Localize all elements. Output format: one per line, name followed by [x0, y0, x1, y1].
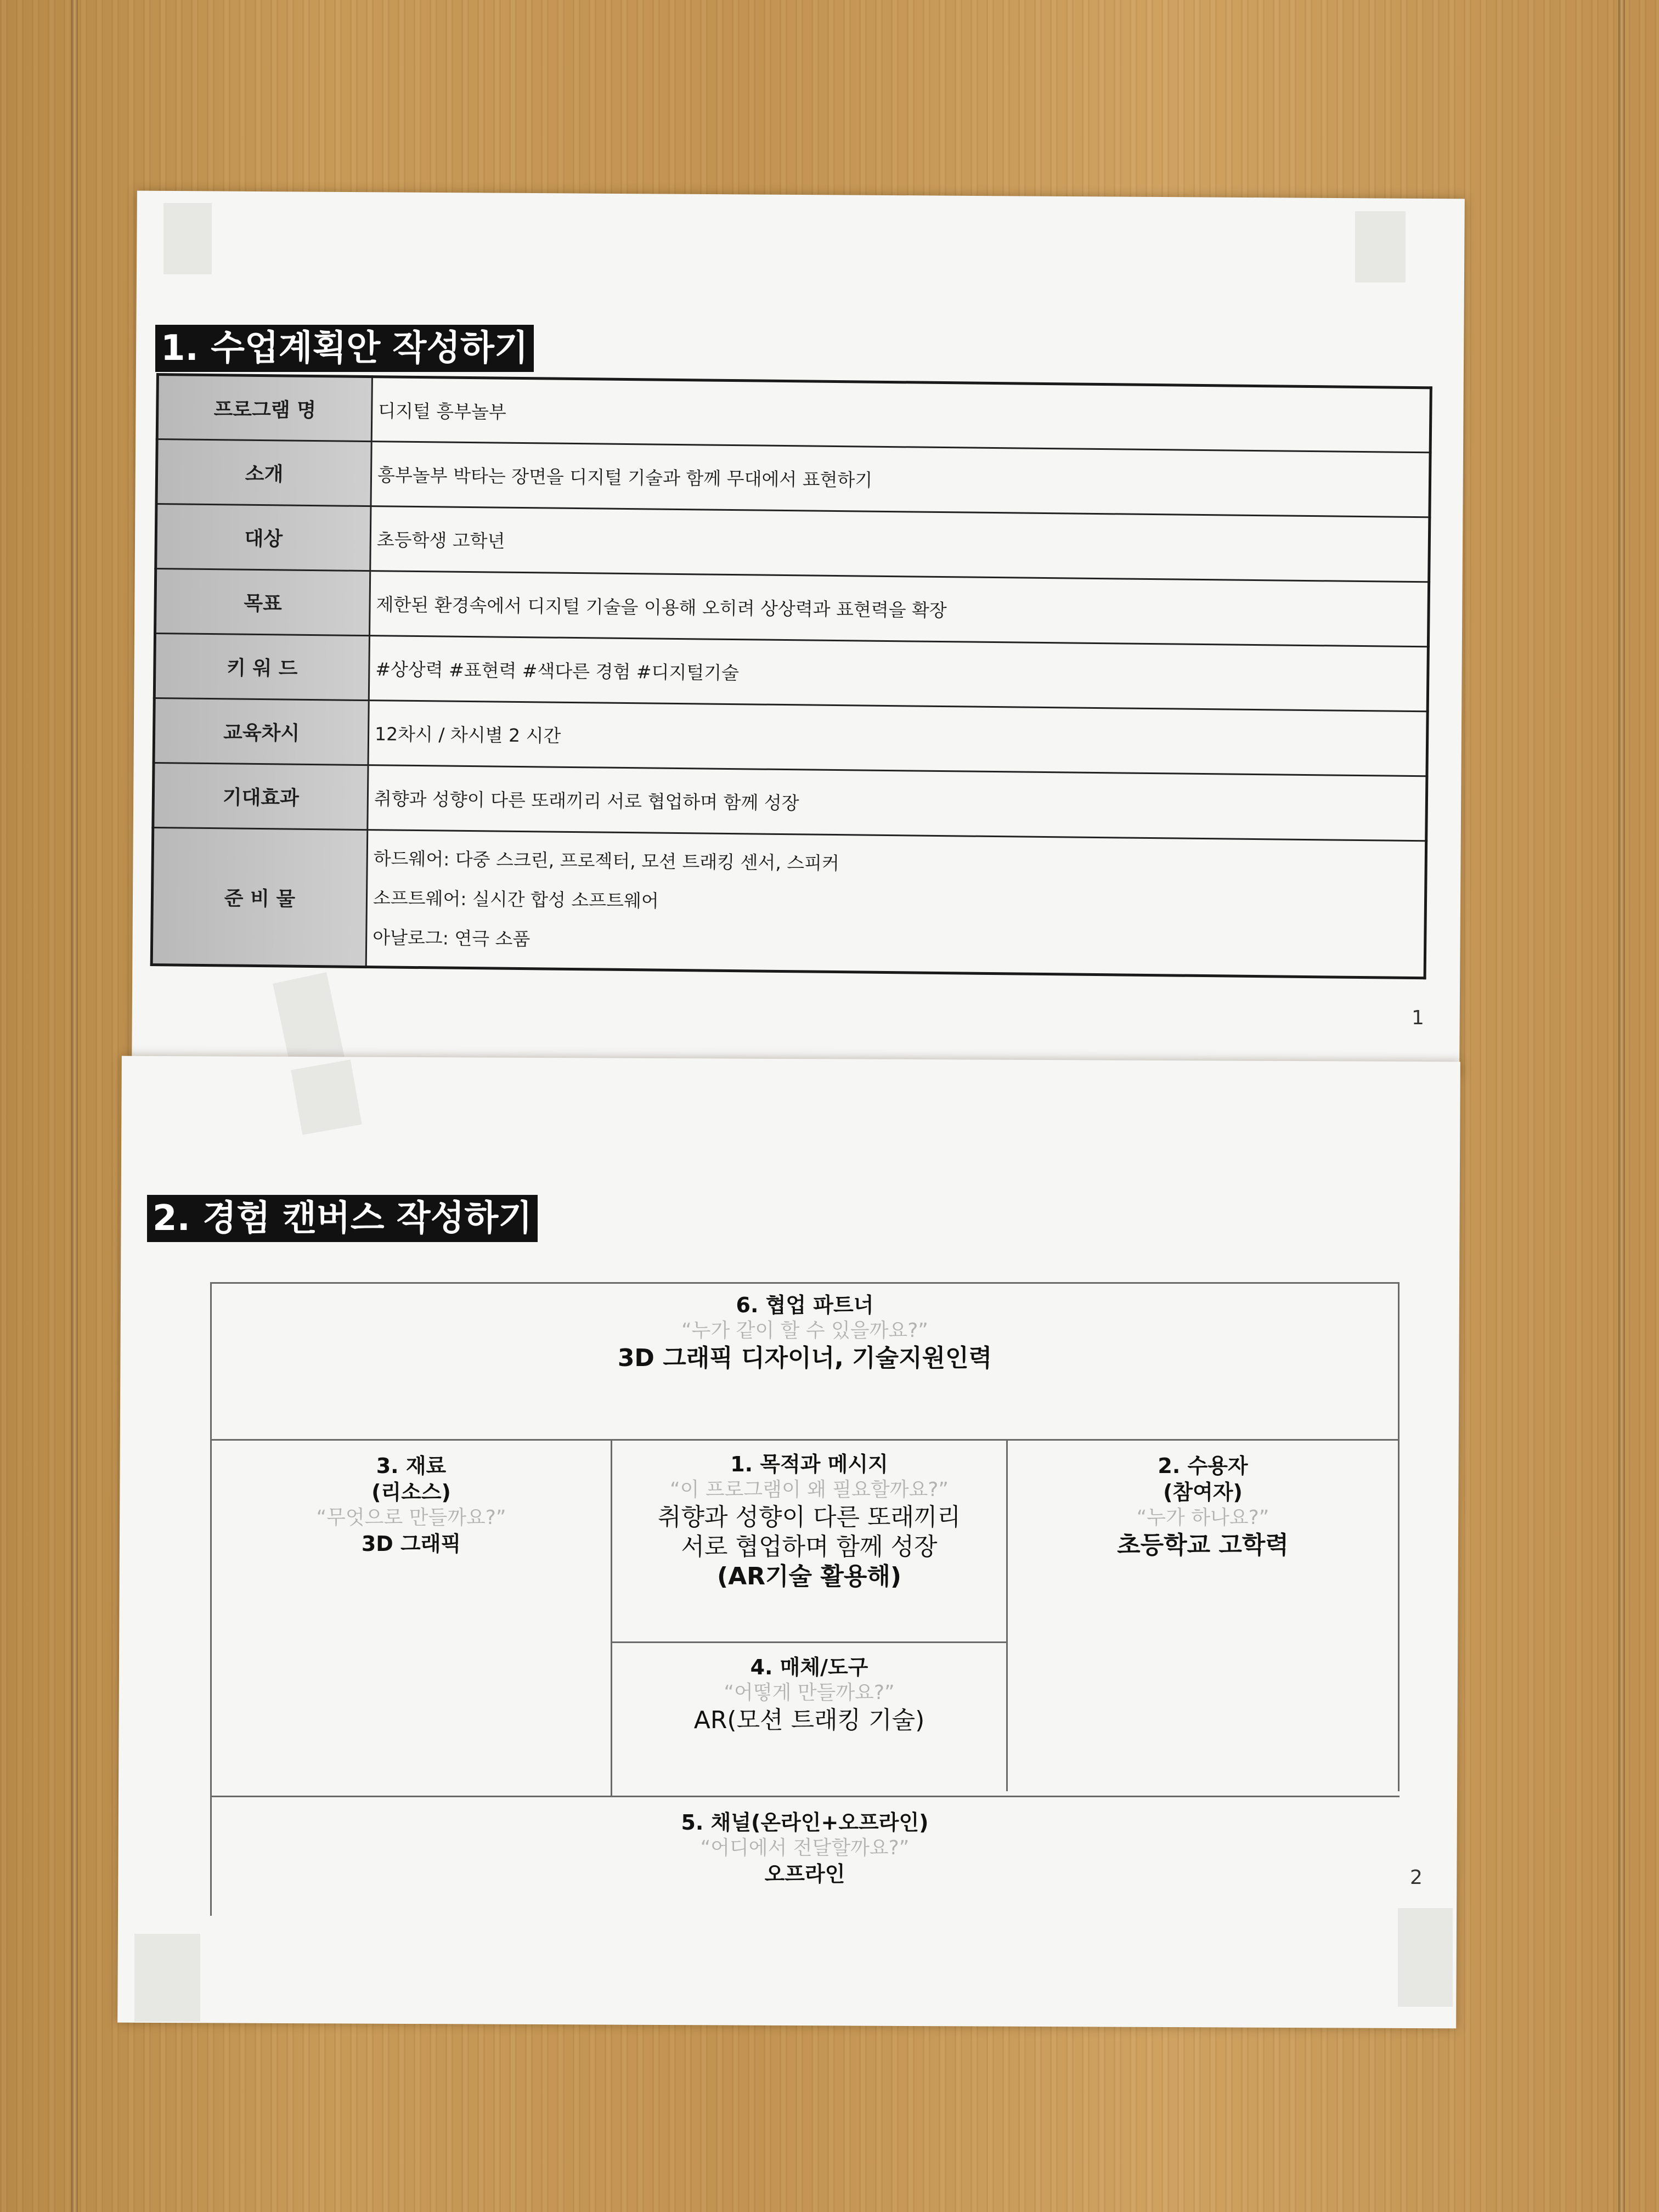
canvas-border-top — [210, 1282, 1400, 1284]
cell-title: 1. 목적과 메시지 — [730, 1452, 888, 1476]
row-value: #상상력 #표현력 #색다른 경험 #디지털기술 — [369, 636, 1428, 712]
cell-answer: 3D 그래픽 — [361, 1532, 461, 1556]
wood-seam — [1618, 0, 1625, 2212]
cell-title: 4. 매체/도구 — [750, 1655, 868, 1679]
tape — [1398, 1908, 1453, 2007]
prep-value — [366, 830, 1426, 978]
tape — [163, 203, 212, 274]
canvas-divider — [611, 1641, 1008, 1643]
prep-line: 하드웨어: 다중 스크린, 프로젝터, 모션 트래킹 센서, 스피커 — [373, 848, 840, 874]
row-label: 키 워 드 — [154, 634, 369, 701]
tape — [291, 1059, 362, 1135]
cell-answer: 초등학교 고학력 — [1117, 1531, 1289, 1559]
cell-title: 5. 채널(온라인+오프라인) — [681, 1810, 929, 1835]
prep-line: 소프트웨어: 실시간 합성 소프트웨어 — [373, 887, 659, 912]
cell-question: “어떻게 만들까요?” — [724, 1681, 895, 1704]
page-number: 1 — [1412, 1007, 1424, 1029]
cell-answer: 취향과 성향이 다른 또래끼리 — [657, 1503, 961, 1531]
row-value: 디지털 흥부놀부 — [371, 377, 1431, 453]
row-label: 대상 — [156, 504, 371, 571]
cell-title: 2. 수용자 — [1158, 1454, 1248, 1478]
cell-title: (리소스) — [371, 1480, 451, 1504]
canvas-cell-users — [1008, 1453, 1398, 1560]
cell-question: “누가 같이 할 수 있을까요?” — [681, 1319, 928, 1342]
cell-answer: 오프라인 — [764, 1862, 845, 1886]
row-value: 12차시 / 차시별 2 시간 — [368, 701, 1427, 776]
row-label: 교육차시 — [154, 698, 369, 765]
cell-question: “어디에서 전달할까요?” — [700, 1837, 910, 1859]
row-label: 프로그램 명 — [157, 375, 372, 442]
prep-line: 아날로그: 연극 소품 — [373, 927, 531, 950]
canvas-cell-materials — [212, 1453, 611, 1557]
cell-answer: (AR기술 활용해) — [717, 1562, 901, 1590]
row-value: 취향과 성향이 다른 또래끼리 서로 협업하며 함께 성장 — [368, 765, 1427, 841]
row-value: 제한된 환경속에서 디지털 기술을 이용해 오히려 상상력과 표현력을 확장 — [370, 571, 1429, 647]
row-value: 흥부놀부 박타는 장면을 디지털 기술과 함께 무대에서 표현하기 — [371, 442, 1430, 517]
canvas-divider — [210, 1796, 1400, 1797]
row-label: 목표 — [155, 569, 370, 636]
cell-answer: AR(모션 트래킹 기술) — [693, 1706, 925, 1734]
cell-question: “무엇으로 만들까요?” — [316, 1506, 506, 1529]
cell-title: (참여자) — [1163, 1480, 1243, 1504]
canvas-cell-channel — [212, 1809, 1398, 1887]
row-value: 초등학생 고학년 — [370, 506, 1430, 582]
row-label: 준 비 물 — [151, 827, 368, 967]
wood-seam — [71, 0, 78, 2212]
cell-question: “누가 하나요?” — [1136, 1506, 1269, 1529]
cell-answer: 3D 그래픽 디자이너, 기술지원인력 — [617, 1344, 992, 1372]
canvas-cell-media — [612, 1654, 1006, 1735]
tape — [1355, 211, 1406, 283]
canvas-cell-partners — [212, 1292, 1398, 1373]
canvas-border-right — [1398, 1282, 1400, 1791]
row-label: 기대효과 — [153, 763, 368, 830]
page-number: 2 — [1410, 1866, 1423, 1889]
row-label: 소개 — [156, 439, 371, 506]
lesson-plan-table — [150, 373, 1432, 979]
cell-title: 3. 재료 — [376, 1454, 447, 1478]
canvas-divider — [210, 1439, 1400, 1441]
section-heading-2: 2. 경험 캔버스 작성하기 — [147, 1195, 538, 1242]
table-row — [151, 827, 1426, 978]
cell-title: 6. 협업 파트너 — [736, 1293, 874, 1317]
section-heading-1: 1. 수업계획안 작성하기 — [155, 325, 534, 372]
tape — [134, 1934, 200, 2022]
cell-answer: 서로 협업하며 함께 성장 — [681, 1533, 938, 1561]
cell-question: “이 프로그램이 왜 필요할까요?” — [669, 1479, 949, 1501]
canvas-cell-purpose — [612, 1451, 1006, 1592]
